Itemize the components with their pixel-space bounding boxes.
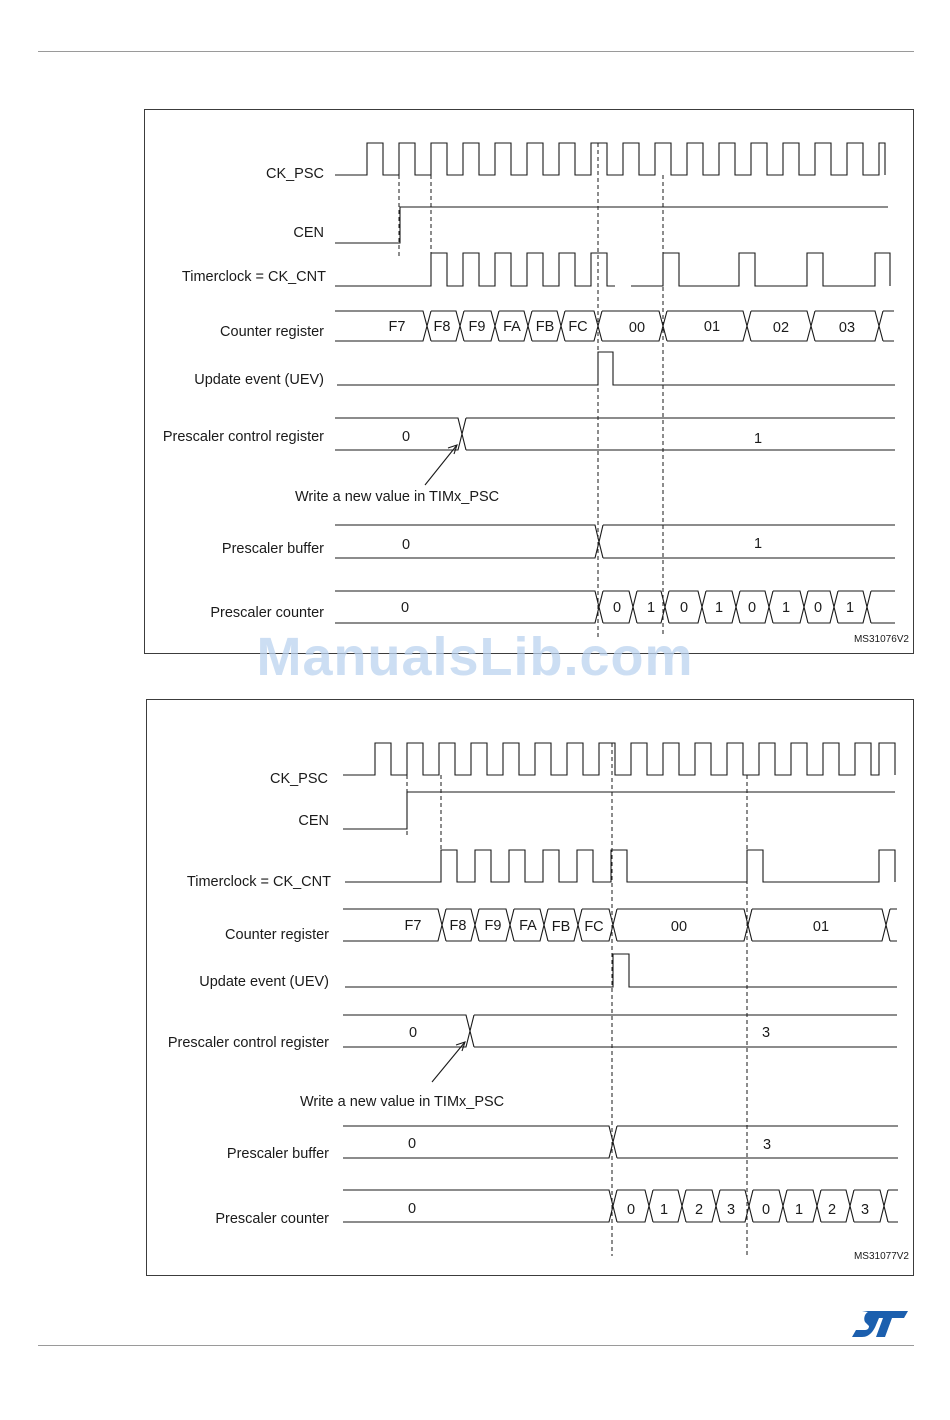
label-counter: Counter register <box>225 927 329 943</box>
header-rule <box>38 51 914 52</box>
label-psc-buf: Prescaler buffer <box>221 541 324 557</box>
psc-cnt-value: 1 <box>646 600 656 616</box>
timing-diagram-2 <box>146 699 914 1276</box>
cen-waveform <box>343 792 895 829</box>
psc-ctrl-value: 0 <box>408 1025 418 1041</box>
psc-cnt-value: 0 <box>813 600 823 616</box>
counter-value: 00 <box>670 919 688 935</box>
footer-rule <box>38 1345 914 1346</box>
psc-ctrl-bus <box>335 418 895 450</box>
psc-cnt-value: 0 <box>747 600 757 616</box>
counter-value: FC <box>568 319 588 335</box>
psc-cnt-value: 0 <box>612 600 622 616</box>
psc-buf-value: 0 <box>407 1136 417 1152</box>
counter-value: FB <box>551 919 571 935</box>
label-psc-cnt: Prescaler counter <box>210 605 324 621</box>
timing-diagram-1-svg <box>145 110 915 655</box>
counter-value: F9 <box>468 319 486 335</box>
psc-cnt-value: 1 <box>714 600 724 616</box>
counter-value: 01 <box>703 319 721 335</box>
psc-cnt-value: 0 <box>679 600 689 616</box>
label-psc-cnt: Prescaler counter <box>215 1211 329 1227</box>
psc-cnt-value: 2 <box>694 1202 704 1218</box>
label-uev: Update event (UEV) <box>194 372 324 388</box>
psc-buf-value: 1 <box>753 536 763 552</box>
counter-value: 03 <box>838 320 856 336</box>
psc-cnt-value: 0 <box>626 1202 636 1218</box>
label-cen: CEN <box>293 225 324 241</box>
write-arrow <box>425 445 457 485</box>
psc-cnt-value: 2 <box>827 1202 837 1218</box>
label-ck-psc: CK_PSC <box>269 771 328 787</box>
label-timerclock: Timerclock = CK_CNT <box>186 874 331 890</box>
ck-psc-waveform <box>343 743 895 775</box>
counter-bus <box>335 311 894 341</box>
timerclock-waveform <box>345 850 895 882</box>
psc-cnt-value: 1 <box>659 1202 669 1218</box>
psc-cnt-value: 0 <box>761 1202 771 1218</box>
psc-cnt-value: 1 <box>794 1202 804 1218</box>
label-counter: Counter register <box>220 324 324 340</box>
write-arrow <box>432 1042 465 1082</box>
psc-ctrl-value: 3 <box>761 1025 771 1041</box>
label-timerclock: Timerclock = CK_CNT <box>181 269 326 285</box>
psc-cnt-value: 0 <box>400 600 410 616</box>
psc-cnt-value: 3 <box>860 1202 870 1218</box>
uev-waveform <box>337 352 895 385</box>
counter-value: F9 <box>484 918 502 934</box>
psc-cnt-bus <box>343 1190 898 1222</box>
counter-value: F8 <box>449 918 467 934</box>
figure-ref: MS31076V2 <box>853 634 909 645</box>
psc-cnt-value: 1 <box>845 600 855 616</box>
st-logo <box>852 1309 910 1339</box>
psc-ctrl-bus <box>343 1015 897 1047</box>
label-ck-psc: CK_PSC <box>265 166 324 182</box>
counter-value: 01 <box>812 919 830 935</box>
psc-buf-bus <box>335 525 895 558</box>
counter-value: FA <box>503 319 521 335</box>
counter-value: FA <box>519 918 537 934</box>
label-psc-ctrl: Prescaler control register <box>162 429 324 445</box>
annotation-write: Write a new value in TIMx_PSC <box>295 489 500 505</box>
timing-diagram-1 <box>144 109 914 654</box>
counter-value: FC <box>584 919 604 935</box>
timerclock-waveform <box>335 253 890 286</box>
psc-cnt-value: 0 <box>407 1201 417 1217</box>
psc-cnt-value: 3 <box>726 1202 736 1218</box>
psc-ctrl-value: 0 <box>401 429 411 445</box>
counter-value: F7 <box>388 319 406 335</box>
psc-buf-value: 3 <box>762 1137 772 1153</box>
psc-buf-bus <box>343 1126 898 1158</box>
uev-waveform <box>345 954 897 987</box>
cen-waveform <box>335 207 888 243</box>
label-psc-buf: Prescaler buffer <box>226 1146 329 1162</box>
label-psc-ctrl: Prescaler control register <box>167 1035 329 1051</box>
watermark: ManualsLib.com <box>256 627 694 687</box>
timing-diagram-2-svg <box>147 700 915 1277</box>
annotation-write: Write a new value in TIMx_PSC <box>300 1094 505 1110</box>
label-uev: Update event (UEV) <box>199 974 329 990</box>
counter-value: 02 <box>772 320 790 336</box>
counter-value: F8 <box>433 319 451 335</box>
label-cen: CEN <box>298 813 329 829</box>
psc-ctrl-value: 1 <box>753 431 763 447</box>
counter-value: 00 <box>628 320 646 336</box>
figure-ref: MS31077V2 <box>853 1251 909 1262</box>
psc-buf-value: 0 <box>401 537 411 553</box>
psc-cnt-value: 1 <box>781 600 791 616</box>
counter-value: F7 <box>404 918 422 934</box>
counter-value: FB <box>535 319 555 335</box>
ck-psc-waveform <box>335 143 885 175</box>
